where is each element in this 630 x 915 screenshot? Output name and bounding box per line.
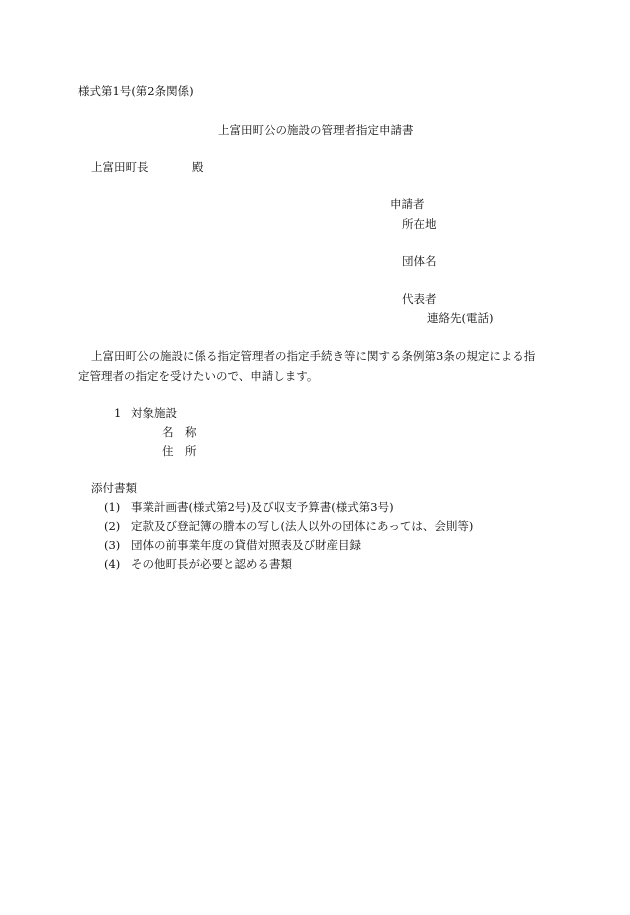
attachment-item-text: 事業計画書(様式第2号)及び収支予算書(様式第3号) (131, 500, 394, 514)
attachment-item-text: その他町長が必要と認める書類 (131, 557, 292, 571)
attachment-item-number: (4) (104, 557, 121, 571)
addressee-name: 上富田町長 (91, 160, 149, 174)
attachments-heading: 添付書類 (91, 481, 137, 495)
attachment-item-text: 団体の前事業年度の貸借対照表及び財産目録 (131, 538, 361, 552)
attachment-item-number: (2) (104, 519, 121, 533)
attachment-item-text: 定款及び登記簿の謄本の写し(法人以外の団体にあっては、会則等) (131, 519, 474, 533)
applicant-label: 申請者 (390, 197, 425, 211)
applicant-location-label: 所在地 (402, 217, 437, 231)
applicant-contact-label: 連絡先(電話) (427, 311, 494, 325)
form-number: 様式第1号(第2条関係) (78, 84, 194, 98)
attachment-item-number: (1) (104, 500, 121, 514)
facility-name-label: 名 称 (162, 425, 197, 439)
body-text-line-1: 上富田町公の施設に係る指定管理者の指定手続き等に関する条例第3条の規定による指 (91, 349, 536, 363)
addressee-honorific: 殿 (192, 160, 204, 174)
applicant-representative-label: 代表者 (402, 292, 437, 306)
facility-section-number: 1 (114, 406, 122, 420)
document-title: 上富田町公の施設の管理者指定申請書 (218, 123, 414, 137)
facility-section-heading: 対象施設 (131, 406, 177, 420)
facility-address-label: 住 所 (162, 444, 197, 458)
applicant-organization-label: 団体名 (402, 254, 437, 268)
attachment-item-number: (3) (104, 538, 121, 552)
body-text-line-2: 定管理者の指定を受けたいので、申請します。 (78, 369, 319, 383)
